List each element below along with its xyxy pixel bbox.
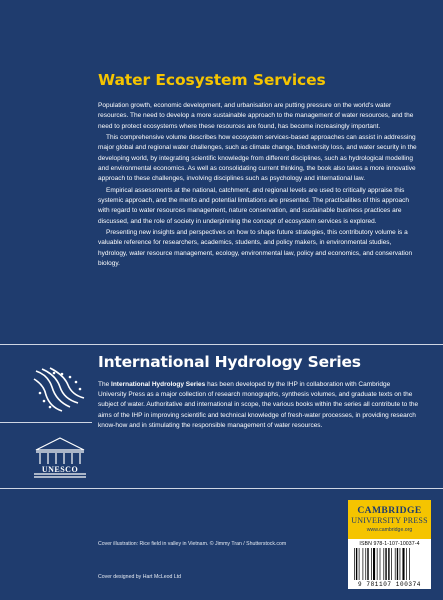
barcode-icon xyxy=(354,548,426,580)
publisher-logo xyxy=(348,500,431,539)
series-name-bold: International Hydrology Series xyxy=(111,381,206,388)
description-paragraph-3: Empirical assessments at the national, catchment, and regional levels are used to critically appraise this systemic approach, and the merits and potential limitations are presented. The practicalities of this approach with regard to water resources management, nature conservation, and sustainable business practices are discussed, and the role of society in underpinning the concept of ecosystem services is explored. xyxy=(98,186,409,225)
cover-design-credit: Cover designed by Hart McLeod Ltd xyxy=(98,574,182,580)
series-intro: The xyxy=(98,381,112,388)
series-title: International Hydrology Series xyxy=(98,353,361,371)
series-description xyxy=(98,380,420,431)
cover-illustration-credit: Cover illustration: Rice field in valley in Vietnam. © Jimmy Tran / Shutterstock.com xyxy=(98,541,287,547)
publisher-url: www.cambridge.org xyxy=(366,527,413,533)
book-title: Water Ecosystem Services xyxy=(98,71,326,89)
description-paragraph-4: Presenting new insights and perspectives on how to shape future strategies, this contributory volume is a valuable reference for researchers, academics, students, and policy makers, in environmental studies, hydrology, water resource management, ecology, environmental law, policy and economics, and conservation biology. xyxy=(98,229,413,268)
publisher-name-line1: CAMBRIDGE xyxy=(357,505,422,516)
publisher-name-line2: UNIVERSITY PRESS xyxy=(351,516,428,525)
description-paragraph-1: Population growth, economic development, and urbanisation are putting pressure on the world's water resources. The need to develop a more sustainable approach to the management of water resources, and the need to protect ecosystems where these resources are found, has become increasingly important. xyxy=(98,102,414,130)
series-body: has been developed by the IHP in collaboration with Cambridge University Press as a major collection of research monographs, synthesis volumes, and graduate texts on the subject of water. Authoritative and international in scope, the various books within the series all contribute to the aims of the IHP in improving scientific and technical knowledge of fresh-water processes, in providing research know-how and in stimulating the responsible management of water resources. xyxy=(98,381,419,429)
unesco-logo-text: UNESCO xyxy=(41,465,79,474)
barcode-digits: 9 781107 100374 xyxy=(357,581,421,588)
unesco-logo-icon xyxy=(30,432,90,480)
description-paragraph-2: This comprehensive volume describes how ecosystem services-based approaches can assist in addressing major global and regional water challenges, such as climate change, biodiversity loss, and water security in the developing world, by integrating scientific knowledge from different disciplines, such as hydrological modelling and environmental economics. As well as consolidating current thinking, the book also takes a more innovative approach to these challenges, involving disciplines such as psychology and international law. xyxy=(98,134,417,183)
barcode-panel xyxy=(348,539,431,589)
ihp-logo-icon xyxy=(30,365,90,415)
book-description xyxy=(98,101,418,270)
isbn-text: ISBN 978-1-107-10037-4 xyxy=(359,541,420,547)
logo-divider xyxy=(0,422,92,423)
divider-top xyxy=(0,344,443,345)
divider-bottom xyxy=(0,488,443,489)
